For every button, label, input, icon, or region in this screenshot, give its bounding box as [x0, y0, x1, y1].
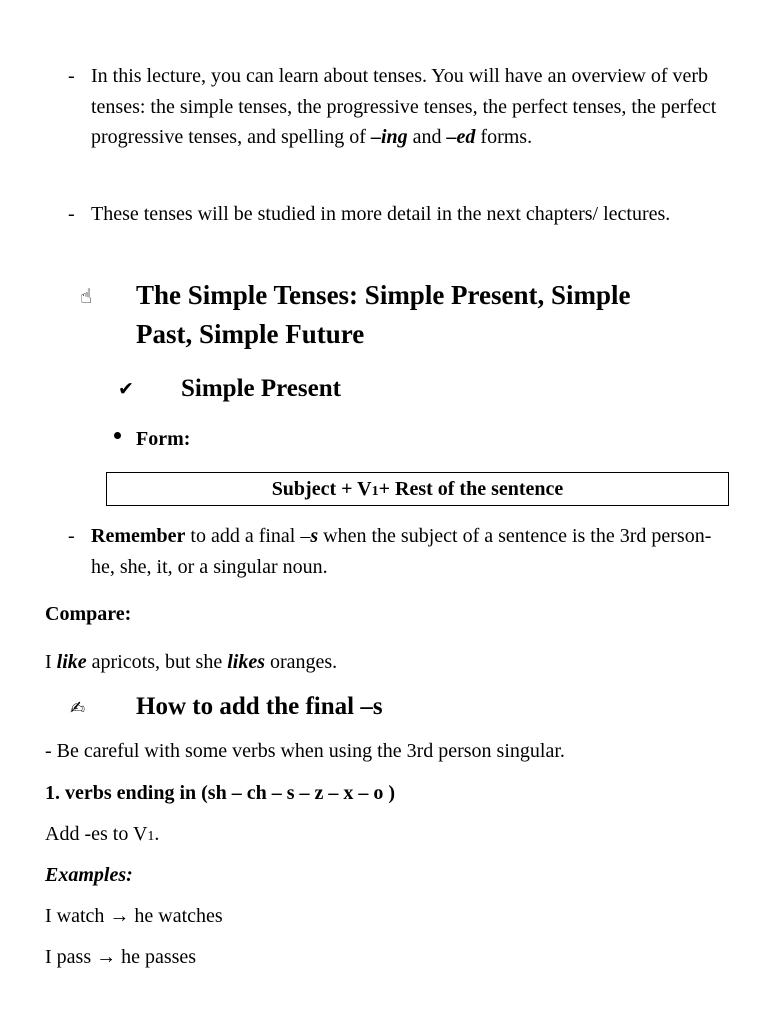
dash-bullet: -: [68, 203, 75, 225]
intro-and: and: [407, 126, 447, 148]
formula-part-1: Subject + V: [271, 478, 372, 500]
check-icon: ✔: [118, 378, 134, 400]
writing-hand-icon: ✍: [70, 698, 86, 719]
add-es-text: Add -es to V: [45, 823, 148, 845]
formula-box: [106, 472, 729, 506]
ing-suffix: –ing: [370, 126, 408, 148]
careful-note: - Be careful with some verbs when using the 3rd person singular.: [45, 740, 565, 762]
dash-bullet: -: [68, 525, 75, 547]
section-title: [136, 276, 736, 354]
add-es-end: .: [154, 823, 160, 845]
dash-bullet: -: [68, 65, 75, 87]
form-label: Form:: [136, 428, 191, 450]
compare-text-1: I: [45, 651, 57, 673]
intro-paragraph-1: [91, 61, 731, 153]
compare-example: [45, 647, 337, 678]
section2-title: How to add the final –s: [136, 693, 383, 720]
compare-text-2: apricots, but she: [86, 651, 228, 673]
intro-text: In this lecture, you can learn about tenses. You will have an overview of verb tenses: the simple tenses, the progressive tenses, the perfect tenses, the perfect progressive tenses, and spelling of: [91, 65, 717, 148]
subsection-title: Simple Present: [181, 375, 341, 402]
examples-label: Examples:: [45, 864, 133, 886]
section-title-line-2: Past, Simple Future: [136, 319, 365, 349]
bullet-dot: [114, 432, 121, 439]
add-es-subscript: 1: [147, 829, 155, 844]
formula-subscript: 1: [371, 484, 379, 499]
compare-likes: likes: [227, 651, 265, 673]
intro-end: forms.: [475, 126, 533, 148]
remember-paragraph: [91, 521, 731, 582]
formula-part-2: + Rest of the sentence: [378, 478, 564, 500]
remember-bold: Remember: [91, 525, 186, 547]
example-item: I pass → he passes: [45, 946, 197, 968]
compare-text-3: oranges.: [264, 651, 338, 673]
compare-label: Compare:: [45, 603, 132, 625]
remember-text-1: to add a final –: [185, 525, 311, 547]
compare-like: like: [56, 651, 87, 673]
example-item: I watch → he watches: [45, 905, 223, 927]
remember-s: s: [310, 525, 319, 547]
add-es-rule: [45, 819, 159, 853]
rule-1: 1. verbs ending in (sh – ch – s – z – x – o ): [45, 782, 396, 804]
remember-text-2: when the subject of a sentence is the 3rd person- he, she, it, or a singular noun.: [91, 525, 712, 578]
intro-paragraph-2: These tenses will be studied in more detail in the next chapters/ lectures.: [91, 203, 671, 225]
section-title-line-1: The Simple Tenses: Simple Present, Simple: [136, 280, 631, 310]
pointing-hand-icon: ☝: [80, 284, 93, 308]
ed-suffix: –ed: [446, 126, 476, 148]
